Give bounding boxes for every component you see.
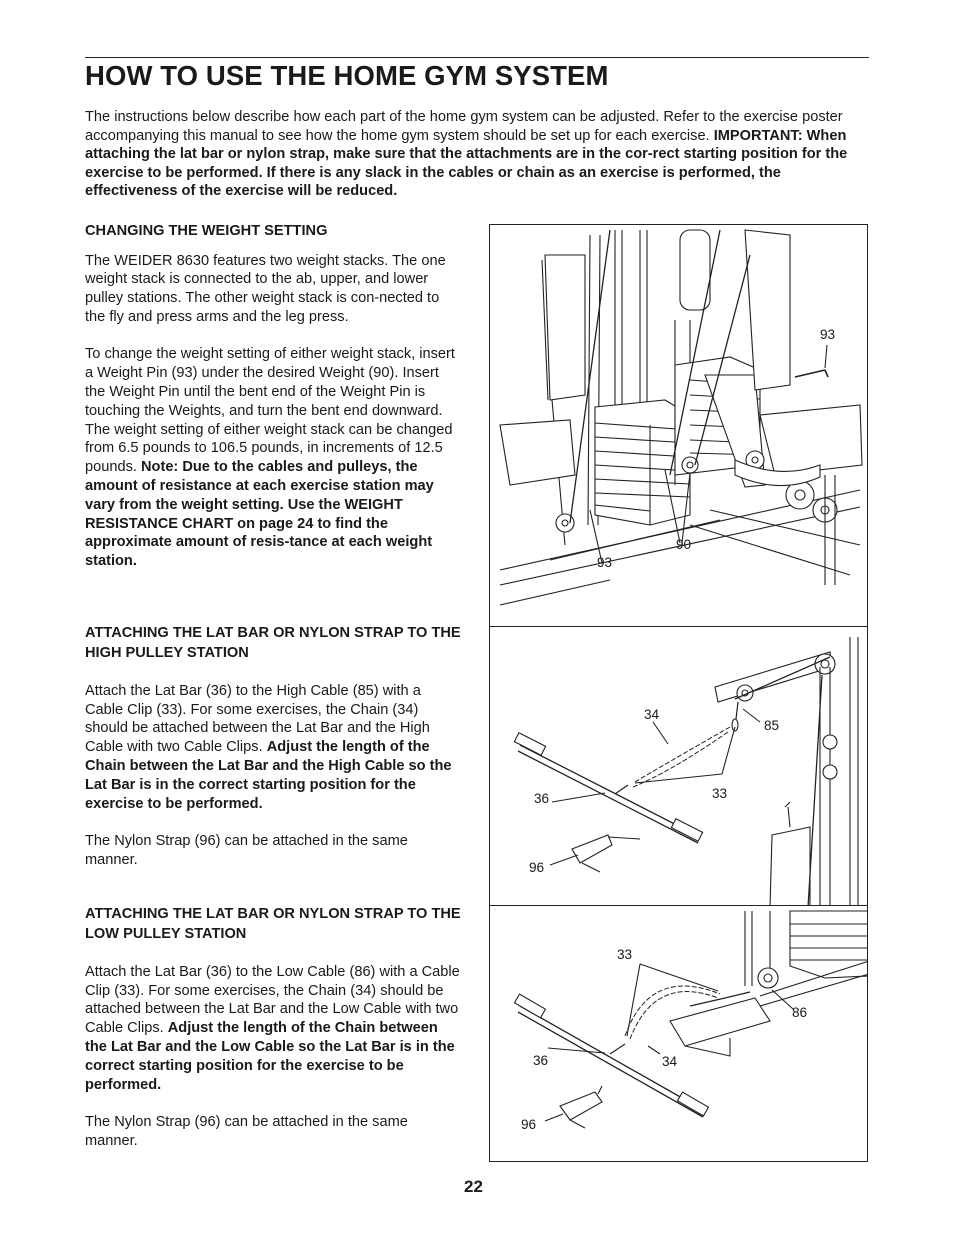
- low-pulley-section: [85, 905, 461, 1151]
- intro-paragraph: [85, 108, 865, 201]
- weight-heading: CHANGING THE WEIGHT SETTING: [85, 223, 328, 239]
- page-title: HOW TO USE THE HOME GYM SYSTEM: [85, 60, 609, 91]
- callout-36: 36: [533, 1053, 549, 1068]
- callout-96: 96: [521, 1117, 537, 1132]
- low-pulley-heading: ATTACHING THE LAT BAR OR NYLON STRAP TO THE LOW PULLEY STATION: [85, 906, 461, 942]
- callout-96: 96: [529, 860, 545, 875]
- header-rule: [85, 57, 869, 58]
- callout-36: 36: [534, 791, 550, 806]
- nylon-strap: [560, 1086, 602, 1128]
- low-pulley-paragraph-1: [85, 963, 461, 1095]
- high-pulley-text: Attach the Lat Bar (36) to the High Cable (85) with a Cable Clip (33). For some exercises, the Chain (34) should be attached between the Lat Bar and the High Cable with two Cable Clips.: [85, 682, 430, 756]
- weight-section: [85, 222, 461, 571]
- lat-bar: [514, 733, 702, 843]
- callout-90: 90: [676, 537, 692, 552]
- high-pulley-paragraph-2: The Nylon Strap (96) can be attached in the same manner.: [85, 833, 408, 868]
- weight-stack-drawing: [490, 225, 868, 627]
- intro-text: The instructions below describe how each part of the home gym system can be adjusted. Refer to the exercise poster accompanying this manual to see how the home gym system should be set up for each exercise.: [85, 109, 843, 144]
- high-pulley-figure: [489, 626, 868, 907]
- callout-33: 33: [712, 786, 728, 801]
- callout-85: 85: [764, 718, 780, 733]
- low-pulley-instruction: Adjust the length of the Chain between the Lat Bar and the Low Cable so the Lat Bar is in the correct starting position for the exercise to be performed.: [85, 1020, 455, 1093]
- low-pulley-figure: [489, 905, 868, 1162]
- important-note: IMPORTANT: When attaching the lat bar or nylon strap, make sure that the attachments are in the cor-rect starting position for the exercise to be performed. If there is any slack in the cables or chain as an exercise is performed, the effectiveness of the exercise will be reduced.: [85, 127, 848, 200]
- weight-paragraph-2: [85, 345, 461, 571]
- low-pulley-drawing: [490, 906, 868, 1162]
- high-pulley-section: [85, 624, 461, 870]
- callout-34: 34: [662, 1054, 678, 1069]
- high-pulley-instruction: Adjust the length of the Chain between the Lat Bar and the High Cable so the Lat Bar is in the correct starting position for the exercise to be performed.: [85, 739, 452, 812]
- nylon-strap: [572, 835, 640, 872]
- callout-93-top: 93: [820, 327, 836, 342]
- low-pulley-text: Attach the Lat Bar (36) to the Low Cable (86) with a Cable Clip (33). For some exercises, the Chain (34) should be attached between the Lat Bar and the Low Cable with two Cable Clips.: [85, 963, 460, 1037]
- weight-paragraph-2-text: To change the weight setting of either weight stack, insert a Weight Pin (93) under the desired Weight (90). Insert the Weight Pin until the bent end of the Weight Pin is touching the Weights, and turn the bent end downward. The weight setting of either weight stack can be changed from 6.5 pounds to 106.5 pounds, in increments of 12.5 pounds.: [85, 346, 455, 476]
- callout-34: 34: [644, 707, 660, 722]
- low-pulley-paragraph-2: The Nylon Strap (96) can be attached in the same manner.: [85, 1114, 408, 1149]
- callout-93-bottom: 93: [597, 555, 613, 570]
- weight-stack-figure: [489, 224, 868, 627]
- high-pulley-drawing: [490, 627, 868, 907]
- callout-33: 33: [617, 947, 633, 962]
- weight-paragraph-1: The WEIDER 8630 features two weight stacks. The one weight stack is connected to the ab, upper, and lower pulley stations. The other weight stack is con-nected to the fly and press arms and the leg press.: [85, 252, 446, 325]
- callout-86: 86: [792, 1005, 808, 1020]
- high-pulley-heading: ATTACHING THE LAT BAR OR NYLON STRAP TO THE HIGH PULLEY STATION: [85, 625, 461, 661]
- weight-note: Note: Due to the cables and pulleys, the amount of resistance at each exercise station may vary from the weight setting. Use the WEIGHT RESISTANCE CHART on page 24 to find the approximate amount of resis-tance at each weight station.: [85, 459, 434, 570]
- high-pulley-paragraph-1: [85, 682, 461, 814]
- page-number: 22: [464, 1177, 483, 1196]
